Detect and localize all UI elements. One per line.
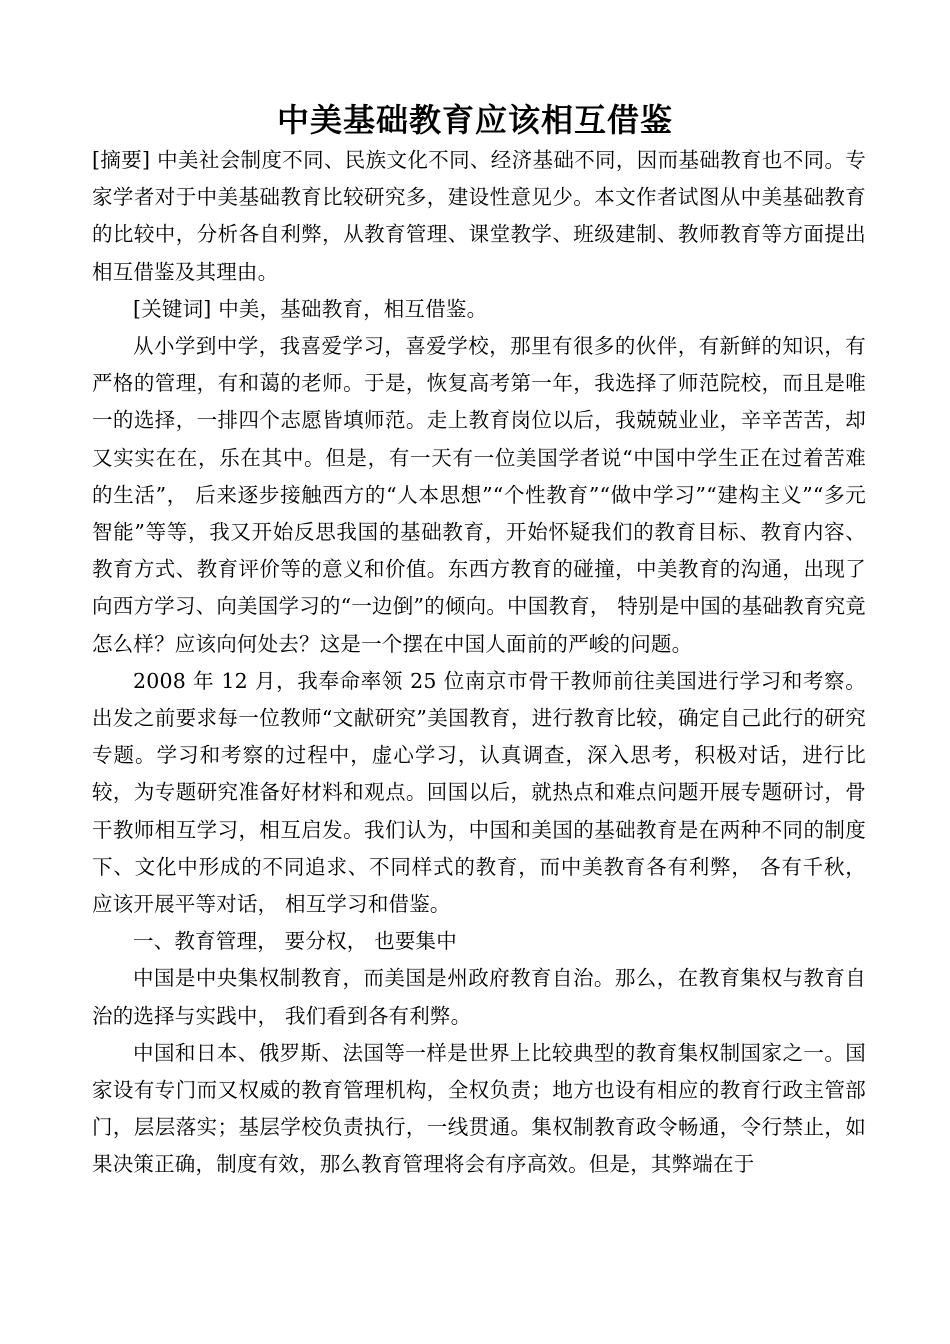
section-heading: 一、教育管理， 要分权， 也要集中 — [133, 929, 457, 954]
document-title: 中美基础教育应该相互借鉴 — [276, 101, 673, 139]
keywords-paragraph: [关键词] 中美，基础教育，相互借鉴。 — [133, 296, 488, 321]
body-paragraph: 2008 年 12 月，我奉命率领 25 位南京市骨干教师前往美国进行学习和考察。出发之前要求每一位教师“文献研究”美国教育，进行教育比较，确定自己此行的研究专题。学习和考察的过程中，虚心学习，认真调查，深入思考，积极对话，进行比较，为专题研究准备好材料和观点。回国以后，就热点和难点问题开展专题研讨，骨干教师相互学习，相互启发。我们认为，中国和美国的基础教育是在两种不同的制度下、文化中形成的不同追求、不同样式的教育，而中美教育各有利弊， 各有千秋， 应该开展平等对话， 相互学习和借鉴。 — [92, 668, 866, 917]
body-paragraph: 中国和日本、俄罗斯、法国等一样是世界上比较典型的教育集权制国家之一。国家设有专门而又权威的教育管理机构，全权负责；地方也设有相应的教育行政主管部门，层层落实；基层学校负责执行，一线贯通。集权制教育政令畅通，令行禁止，如果决策正确，制度有效，那么教育管理将会有序高效。但是，其弊端在于 — [92, 1040, 866, 1177]
document-body — [92, 142, 866, 1184]
body-paragraph: 中国是中央集权制教育，而美国是州政府教育自治。那么，在教育集权与教育自治的选择与实践中， 我们看到各有利弊。 — [92, 966, 866, 1028]
abstract-paragraph: [摘要] 中美社会制度不同、民族文化不同、经济基础不同，因而基础教育也不同。专家学者对于中美基础教育比较研究多，建设性意见少。本文作者试图从中美基础教育的比较中，分析各自利弊，从教育管理、课堂教学、班级建制、教师教育等方面提出相互借鉴及其理由。 — [92, 148, 866, 284]
body-paragraph: 从小学到中学，我喜爱学习，喜爱学校，那里有很多的伙伴，有新鲜的知识，有严格的管理，有和蔼的老师。于是，恢复高考第一年，我选择了师范院校，而且是唯一的选择，一排四个志愿皆填师范。走上教育岗位以后，我兢兢业业，辛辛苦苦，却又实实在在，乐在其中。但是，有一天有一位美国学者说“中国中学生正在过着苦难的生活”， 后来逐步接触西方的“人本思想”“个性教育”“做中学习”“建构主义”“多元智能”等等，我又开始反思我国的基础教育，开始怀疑我们的教育目标、教育内容、教育方式、教育评价等的意义和价值。东西方教育的碰撞，中美教育的沟通，出现了向西方学习、向美国学习的“一边倒”的倾向。中国教育， 特别是中国的基础教育究竟怎么样？应该向何处去？这是一个摆在中国人面前的严峻的问题。 — [92, 334, 866, 656]
